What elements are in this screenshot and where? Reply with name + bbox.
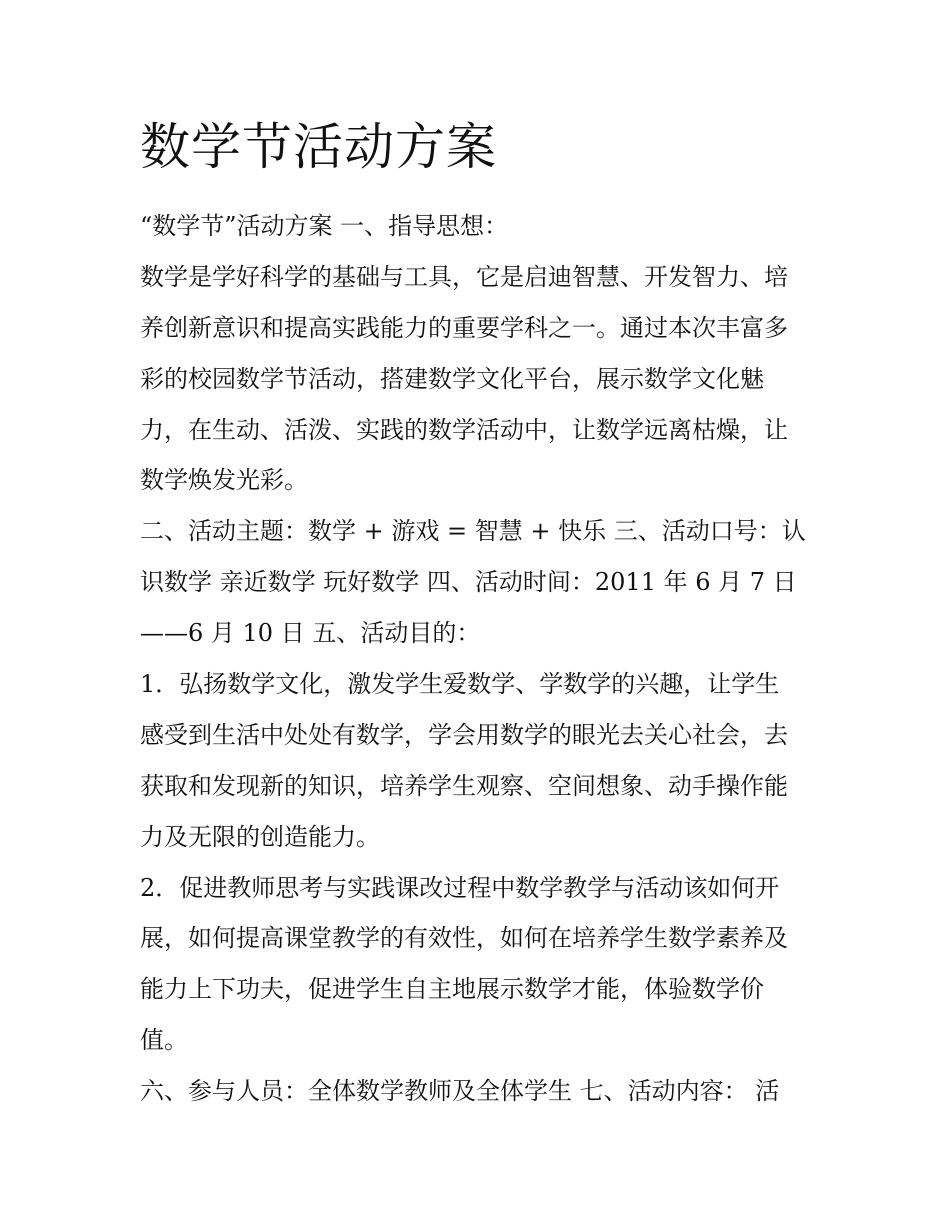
text-line-9: ——6 月 10 日 五、活动目的： [140,619,481,648]
text-line-1: “数学节”活动方案 一、指导思想： [140,212,509,240]
text-line-11: 感受到生活中处处有数学，学会用数学的眼光去关心社会，去 [140,720,788,749]
text-line-3: 养创新意识和提高实践能力的重要学科之一。通过本次丰富多 [140,313,788,342]
text-line-14: 2．促进教师思考与实践课改过程中数学教学与活动该如何开 [140,873,780,902]
text-line-18: 六、参与人员：全体数学教师及全体学生 七、活动内容： 活 [140,1077,780,1106]
text-line-8: 识数学 亲近数学 玩好数学 四、活动时间：2011 年 6 月 7 日 [140,568,797,597]
text-line-10: 1．弘扬数学文化，激发学生爱数学、学数学的兴趣，让学生 [140,670,780,699]
document-title: 数学节活动方案 [140,118,497,176]
text-line-12: 获取和发现新的知识，培养学生观察、空间想象、动手操作能 [140,771,788,800]
text-line-4: 彩的校园数学节活动，搭建数学文化平台，展示数学文化魅 [140,364,764,393]
text-line-15: 展，如何提高课堂教学的有效性，如何在培养学生数学素养及 [140,924,788,953]
text-line-6: 数学焕发光彩。 [140,466,308,495]
text-line-5: 力，在生动、活泼、实践的数学活动中，让数学远离枯燥，让 [140,415,788,444]
text-line-7: 二、活动主题：数学 + 游戏 = 智慧 + 快乐 三、活动口号：认 [140,517,806,546]
text-line-17: 值。 [140,1026,188,1055]
text-line-13: 力及无限的创造能力。 [140,822,380,851]
text-line-16: 能力上下功夫，促进学生自主地展示数学才能，体验数学价 [140,975,764,1004]
document-body [140,201,820,1117]
text-line-2: 数学是学好科学的基础与工具，它是启迪智慧、开发智力、培 [140,262,788,291]
